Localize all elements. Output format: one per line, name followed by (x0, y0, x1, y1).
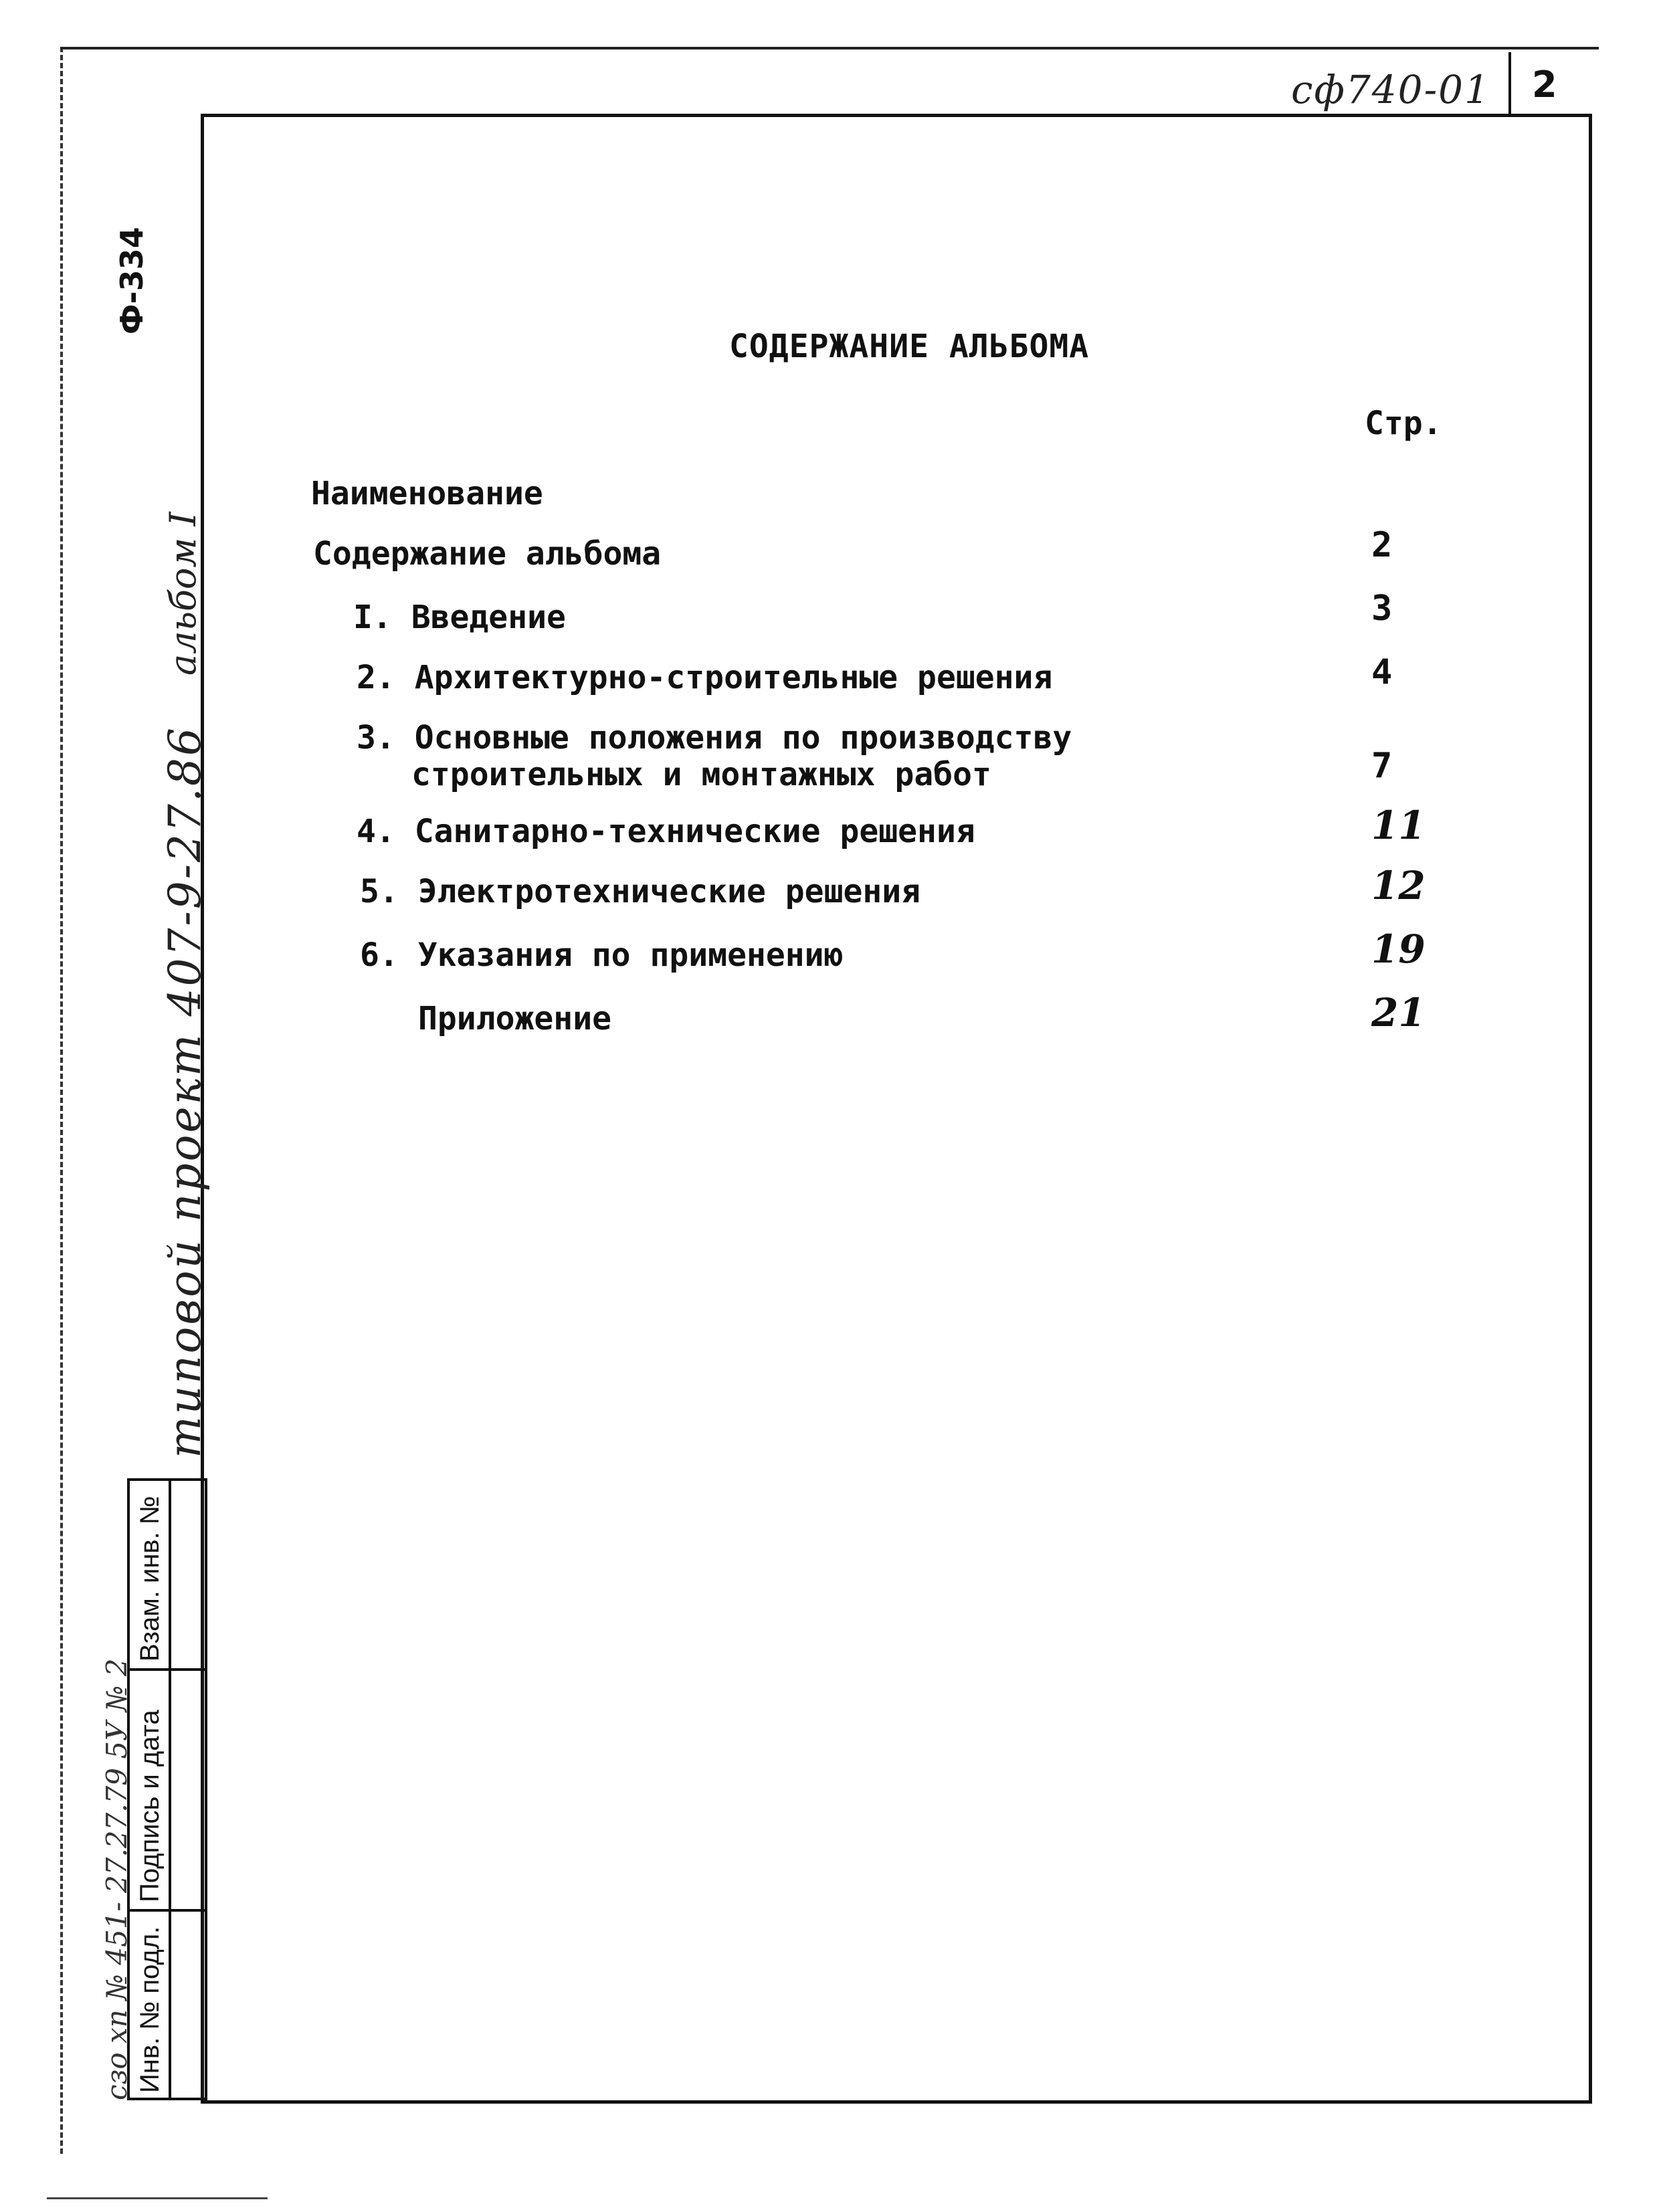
toc-entry: 2. Архитектурно-строительные решения (357, 659, 1053, 696)
approval-block (127, 1478, 207, 2100)
toc-page: 12 (1371, 863, 1426, 908)
toc-entry: 6. Указания по применению (360, 936, 844, 974)
toc-entry: 5. Электротехнические решения (360, 873, 921, 910)
toc-page: 11 (1371, 803, 1426, 848)
toc-page: 4 (1371, 652, 1393, 692)
project-note: типовой проект 407-9-27.86 (159, 725, 211, 1458)
toc-entry: 4. Санитарно-технические решения (357, 813, 975, 850)
toc-page: 21 (1371, 990, 1426, 1035)
name-column-header: Наименование (311, 475, 543, 512)
page-number: 2 (1532, 64, 1557, 106)
page-title: СОДЕРЖАНИЕ АЛЬБОМА (729, 328, 1090, 365)
page-column-header: Стр. (1365, 405, 1442, 442)
stamp-divider (1508, 52, 1511, 116)
toc-page: 7 (1371, 746, 1393, 786)
toc-page: 2 (1371, 525, 1393, 565)
toc-entry-continuation: строительных и монтажных работ (411, 756, 991, 793)
document-code: сф740-01 (1291, 67, 1490, 112)
sheet-bottom-mark (47, 2197, 268, 2199)
toc-page: 3 (1371, 589, 1393, 629)
original-inv-label: Инв. № подл. (135, 1926, 165, 2093)
approval-block-divider (169, 1481, 171, 2098)
toc-entry: Приложение (418, 1000, 611, 1037)
handwritten-note: сзо хп № 451- 27.27.79 5У № 2 (100, 1658, 133, 2100)
sheet-border-top (60, 47, 1599, 49)
toc-page: 19 (1371, 926, 1426, 972)
replacement-inv-label: Взам. инв. № (135, 1496, 165, 1662)
approval-block-row-line (130, 1909, 205, 1912)
toc-entry: I. Введение (353, 599, 566, 636)
album-note: альбом I (162, 512, 204, 676)
toc-entry: Содержание альбома (313, 535, 662, 573)
toc-entry: 3. Основные положения по производству (357, 719, 1072, 757)
form-code: Ф-334 (114, 227, 150, 334)
approval-block-row-line (130, 1668, 205, 1671)
sheet-border-left (60, 47, 63, 2154)
signature-date-label: Подпись и дата (135, 1710, 165, 1902)
